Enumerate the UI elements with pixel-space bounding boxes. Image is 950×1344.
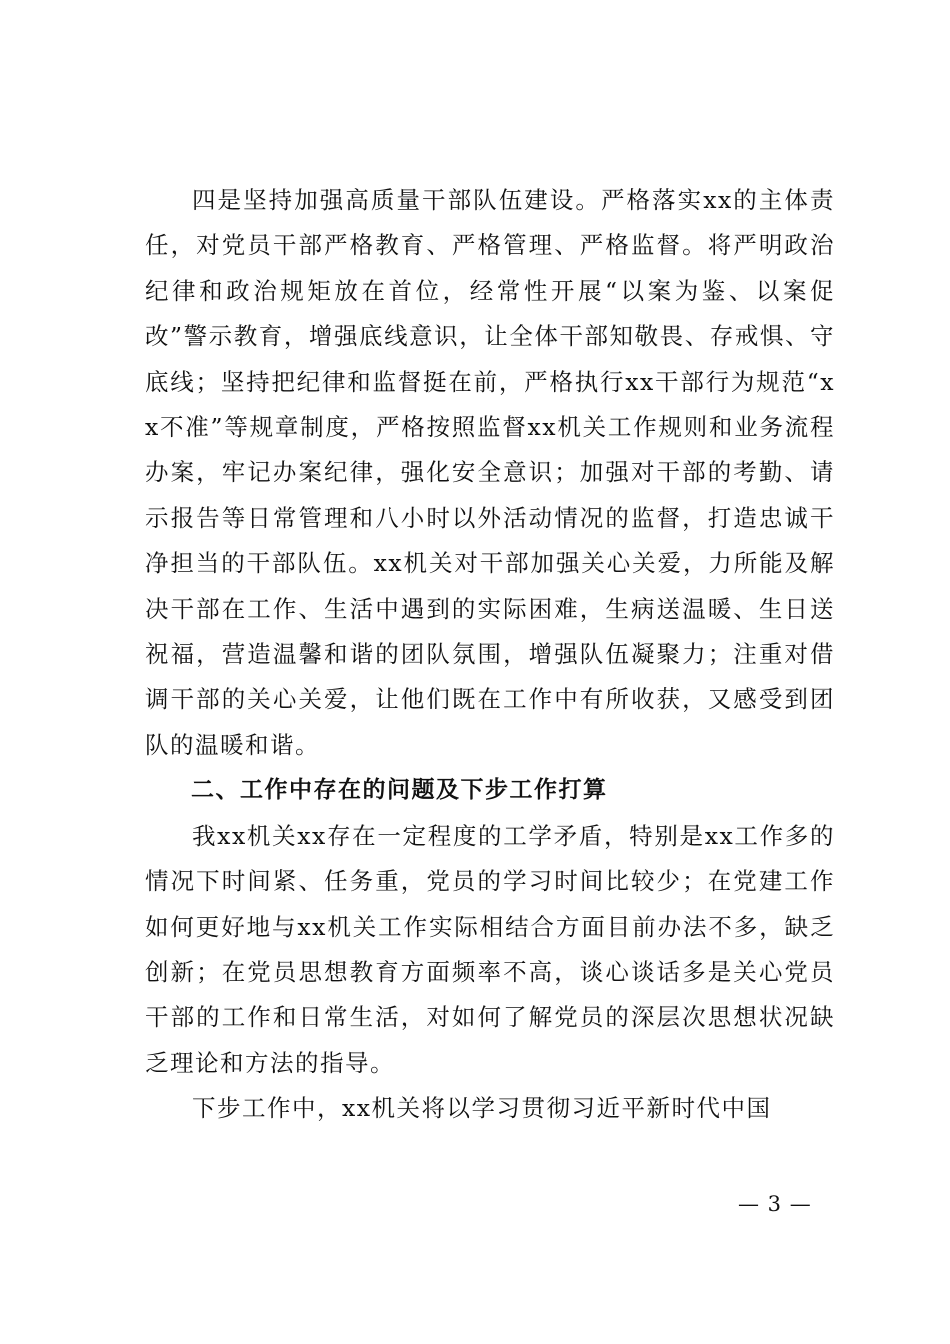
paragraph-next-steps: 下步工作中，xx机关将以学习贯彻习近平新时代中国 [192, 1094, 772, 1123]
section-heading-problems-and-plans: 二、工作中存在的问题及下步工作打算 [191, 777, 608, 804]
paragraph-cadre-team-building: 四是坚持加强高质量干部队伍建设。严格落实xx的主体责任，对党员干部严格教育、严格管理、严格监督。将严明政治纪律和政治规矩放在首位，经常性开展“以案为鉴、以案促改”警示教育，增强底线意识，让全体干部知敬畏、存戒惧、守底线；坚持把纪律和监督挺在前，严格执行xx干部行为规范“xx不准”等规章制度，严格按照监督xx机关工作规则和业务流程办案，牢记办案纪律，强化安全意识；加强对干部的考勤、请示报告等日常管理和八小时以外活动情况的监督，打造忠诚干净担当的干部队伍。xx机关对干部加强关心关爱，力所能及解决干部在工作、生活中遇到的实际困难，生病送温暖、生日送祝福，营造温馨和谐的团队氛围，增强队伍凝聚力；注重对借调干部的关心关爱，让他们既在工作中有所收获，又感受到团队的温暖和谐。 [145, 186, 835, 759]
paragraph-existing-problems: 我xx机关xx存在一定程度的工学矛盾，特别是xx工作多的情况下时间紧、任务重，党员的学习时间比较少；在党建工作如何更好地与xx机关工作实际相结合方面目前办法不多，缺乏创新；在党员思想教育方面频率不高，谈心谈话多是关心党员干部的工作和日常生活，对如何了解党员的深层次思想状况缺乏理论和方法的指导。 [145, 821, 835, 1077]
document-body [145, 178, 835, 1132]
page-number: — 3 — [738, 1192, 812, 1216]
